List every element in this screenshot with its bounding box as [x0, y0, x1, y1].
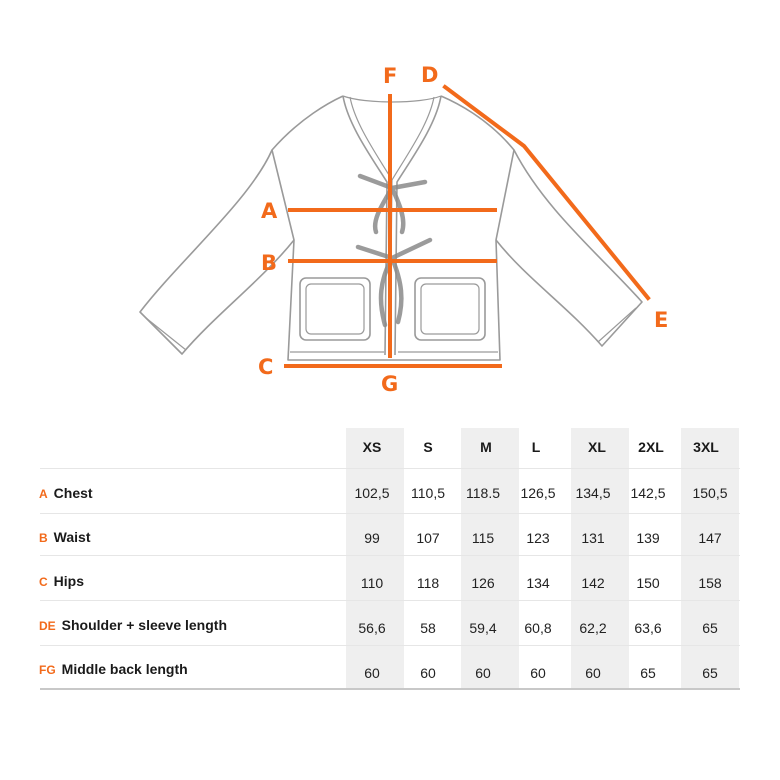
label-c: C	[258, 355, 274, 379]
table-cell: 147	[698, 530, 722, 546]
row-label	[39, 573, 84, 589]
row-label	[39, 617, 227, 633]
label-d: D	[421, 63, 439, 87]
row-letter: FG	[39, 663, 56, 677]
header-size-xs: XS	[362, 439, 382, 455]
row-divider	[40, 513, 740, 514]
table-cell: 131	[581, 530, 605, 546]
header-size-2xl: 2XL	[638, 439, 664, 455]
jacket-body-outline	[272, 96, 514, 360]
row-divider	[40, 468, 740, 469]
row-measurement-name: Chest	[53, 485, 93, 501]
table-cell: 59,4	[469, 620, 497, 636]
table-cell: 60	[420, 665, 436, 681]
header-size-m: M	[480, 439, 492, 455]
measurement-lines	[286, 87, 648, 366]
table-cell: 99	[364, 530, 380, 546]
table-cell: 150,5	[692, 485, 728, 501]
row-label	[39, 529, 91, 545]
table-cell: 110,5	[411, 485, 445, 501]
table-cell: 134	[526, 575, 550, 591]
table-cell: 158	[698, 575, 722, 591]
table-cell: 63,6	[634, 620, 662, 636]
table-cell: 115	[471, 530, 495, 546]
left-pocket	[300, 278, 370, 340]
header-size-l: L	[531, 439, 541, 455]
table-cell: 60	[585, 665, 601, 681]
table-cell: 118	[416, 575, 440, 591]
table-cell: 126	[471, 575, 495, 591]
row-letter: A	[39, 487, 48, 501]
front-ties	[358, 176, 430, 325]
table-cell: 107	[416, 530, 440, 546]
label-b: B	[261, 251, 278, 275]
table-cell: 60	[530, 665, 546, 681]
measure-line-de	[445, 87, 648, 298]
table-cell: 134,5	[575, 485, 611, 501]
row-letter: B	[39, 531, 48, 545]
row-label	[39, 485, 93, 501]
table-cell: 60,8	[524, 620, 552, 636]
row-label	[39, 661, 188, 677]
table-cell: 58	[420, 620, 436, 636]
table-cell: 142	[581, 575, 605, 591]
table-cell: 102,5	[354, 485, 390, 501]
table-cell: 123	[526, 530, 550, 546]
table-cell: 65	[702, 665, 718, 681]
row-divider	[40, 645, 740, 646]
header-size-xl: XL	[588, 439, 606, 455]
header-size-3xl: 3XL	[693, 439, 719, 455]
table-bottom-line	[40, 688, 740, 690]
right-pocket	[415, 278, 485, 340]
table-cell: 62,2	[579, 620, 607, 636]
table-cell: 60	[475, 665, 491, 681]
table-cell: 142,5	[630, 485, 666, 501]
label-g: G	[381, 372, 399, 396]
label-e: E	[654, 308, 669, 332]
row-measurement-name: Waist	[53, 529, 91, 545]
table-cell: 139	[636, 530, 660, 546]
row-measurement-name: Shoulder + sleeve length	[61, 617, 227, 633]
row-divider	[40, 555, 740, 556]
label-f: F	[383, 64, 398, 88]
label-a: A	[261, 199, 278, 223]
row-measurement-name: Hips	[53, 573, 85, 589]
right-sleeve-outline	[496, 150, 642, 346]
table-cell: 118.5	[466, 485, 500, 501]
header-size-s: S	[423, 439, 433, 455]
row-measurement-name: Middle back length	[61, 661, 188, 677]
row-letter: DE	[39, 619, 56, 633]
table-cell: 65	[702, 620, 718, 636]
table-cell: 60	[364, 665, 380, 681]
row-divider	[40, 600, 740, 601]
row-letter: C	[39, 575, 48, 589]
table-cell: 65	[640, 665, 656, 681]
table-cell: 126,5	[520, 485, 556, 501]
table-cell: 110	[360, 575, 384, 591]
table-cell: 150	[636, 575, 660, 591]
table-cell: 56,6	[358, 620, 386, 636]
